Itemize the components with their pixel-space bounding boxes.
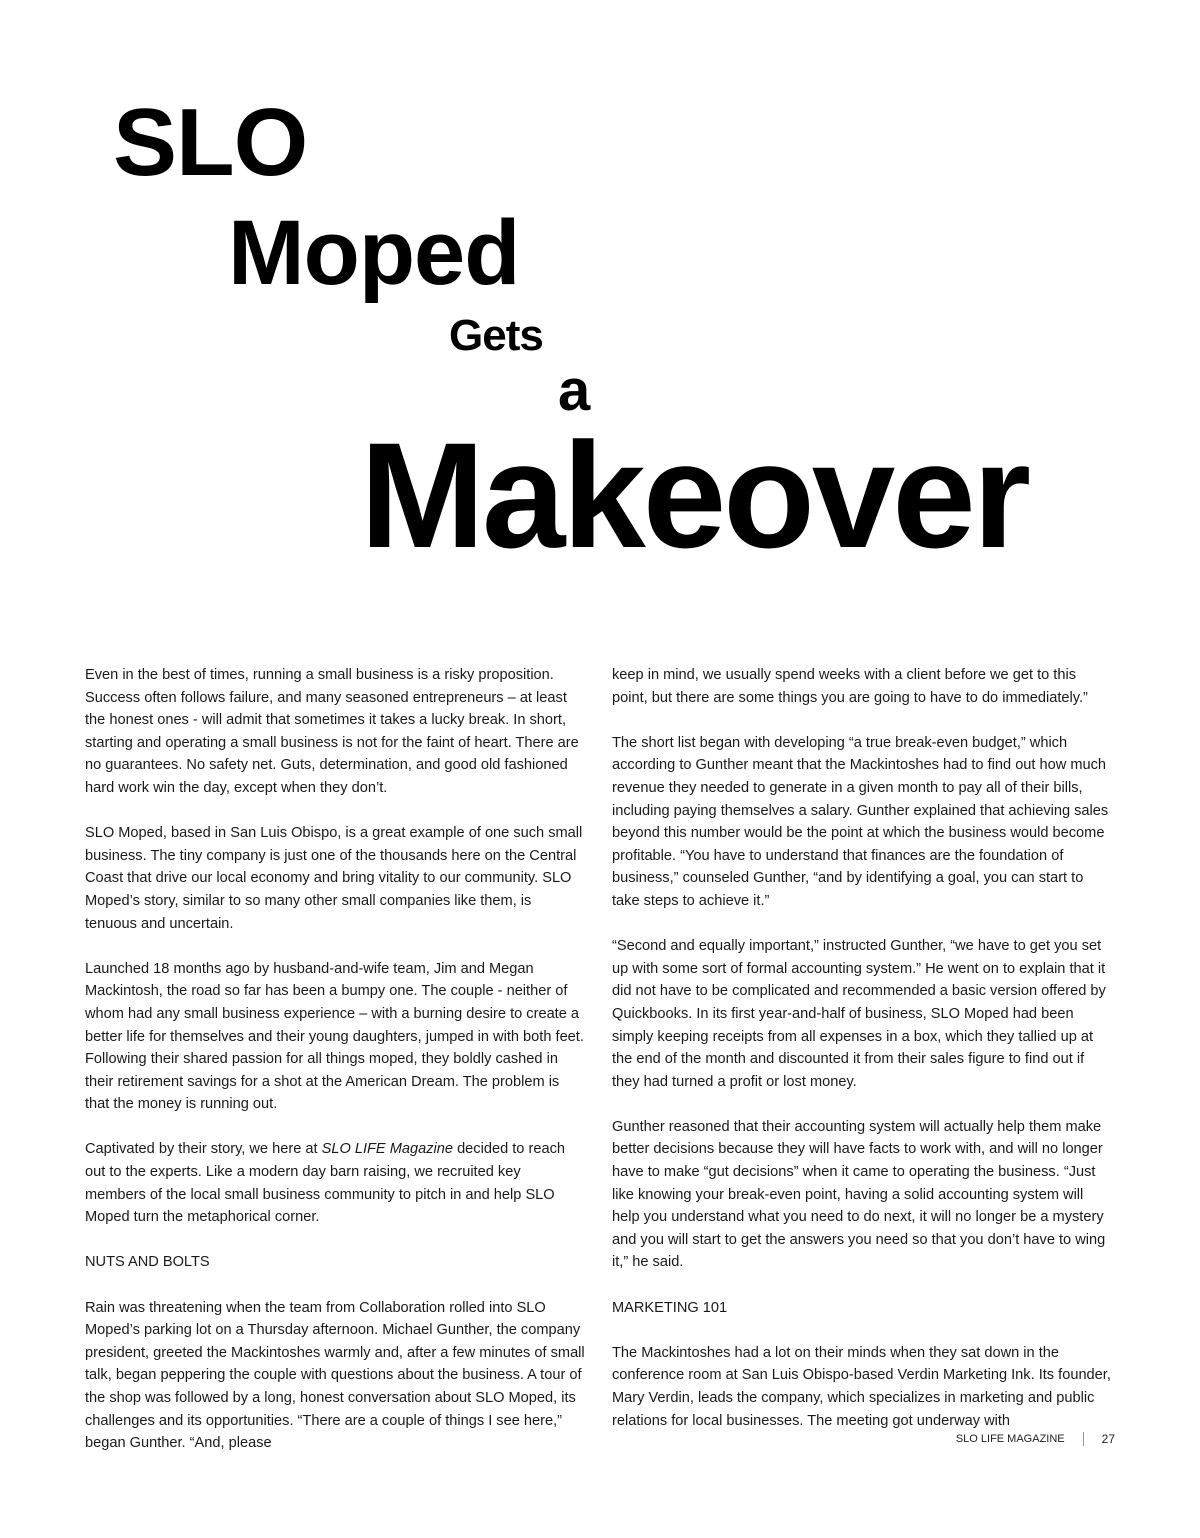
paragraph: Gunther reasoned that their accounting system will actually help them make better decisions because they will have facts to work with, and will no longer have to make “gut decisions” when it came to operating the business. “Just like knowing your break-even point, having a solid accounting system will help you understand what you need to do next, it will no longer be a mystery and you will start to get the answers you need so that you don’t have to wing it,” he said.: [612, 1118, 1106, 1271]
paragraph: keep in mind, we usually spend weeks with a client before we get to this point, but there are some things you are going to have to do immediately.”: [612, 667, 1088, 706]
paragraph: Launched 18 months ago by husband-and-wife team, Jim and Megan Mackintosh, the road so far has been a bumpy one. The couple - neither of whom had any small business experience – with a burning desire to create a better life for themselves and their young daughters, jumped in with both feet. Following their shared passion for all things moped, they boldly cashed in their retirement savings for a shot at the American Dream. The problem is that the money is running out.: [85, 960, 584, 1113]
paragraph: The short list began with developing “a true break-even budget,” which according to Gunther meant that the Mackintoshes had to find out how much revenue they needed to generate in a given month to pay all of their bills, including paying themselves a salary. Gunther explained that achieving sales beyond this number would be the point at which the business would become profitable. “You have to understand that finances are the foundation of business,” counseled Gunther, “and by identifying a goal, you can start to take steps to achieve it.”: [612, 734, 1109, 909]
page-number: 27: [1101, 1432, 1115, 1446]
title-word-gets: Gets: [449, 311, 543, 360]
footer-divider: [1083, 1432, 1084, 1446]
paragraph-text: Captivated by their story, we here at: [85, 1141, 322, 1158]
paragraph: The Mackintoshes had a lot on their minds when they sat down in the conference room at San Luis Obispo-based Verdin Marketing Ink. Its founder, Mary Verdin, leads the company, which specializes in marketing and public relations for local businesses. The meeting got underway with: [612, 1344, 1111, 1429]
paragraph: “Second and equally important,” instructed Gunther, “we have to get you set up with some sort of formal accounting system.” He went on to explain that it did not have to be complicated and recommended a basic version offered by Quickbooks. In its first year-and-half of business, SLO Moped had been simply keeping receipts from all expenses in a box, which they tallied up at the end of the month and discounted it from their sales figure to find out if they had turned a profit or lost money.: [612, 938, 1106, 1090]
title-word-slo: SLO: [113, 89, 308, 196]
paragraph: SLO Moped, based in San Luis Obispo, is a great example of one such small business. The tiny company is just one of the thousands here on the Central Coast that drive our local economy and bring vitality to our community. SLO Moped’s story, similar to so many other small companies like them, is tenuous and uncertain.: [85, 825, 583, 932]
article-column-left: [85, 664, 585, 1477]
paragraph: Even in the best of times, running a small business is a risky proposition. Success often follows failure, and many seasoned entrepreneurs – at least the honest ones - will admit that sometimes it takes a lucky break. In short, starting and operating a small business is not for the faint of heart. There are no guarantees. No safety net. Guts, determination, and good old fashioned hard work win the day, except when they don’t.: [85, 667, 579, 796]
magazine-name: SLO LIFE Magazine: [321, 1141, 454, 1158]
title-word-a: a: [558, 358, 590, 423]
article-column-right: [612, 664, 1112, 1455]
paragraph: Rain was threatening when the team from Collaboration rolled into SLO Moped’s parking lot on a Thursday afternoon. Michael Gunther, the company president, greeted the Mackintoshes warmly and, after a few minutes of small talk, began peppering the couple with questions about the business. A tour of the shop was followed by a long, honest conversation about SLO Moped, its challenges and its opportunities. “There are a couple of things I see here,” began Gunther. “And, please: [85, 1299, 585, 1452]
paragraph: [85, 1138, 585, 1228]
title-word-makeover: Makeover: [360, 411, 1029, 579]
section-heading-nuts-and-bolts: NUTS AND BOLTS: [85, 1254, 210, 1271]
publication-name: SLO LIFE MAGAZINE: [955, 1433, 1065, 1445]
section-heading-marketing-101: MARKETING 101: [612, 1299, 728, 1316]
paragraph-text: decided to reach out to the experts. Like a modern day barn raising, we recruited key members of the local small business community to pitch in and help SLO Moped turn the metaphorical corner.: [85, 1141, 565, 1226]
title-word-moped: Moped: [228, 202, 520, 304]
page-footer: [956, 1432, 1115, 1446]
